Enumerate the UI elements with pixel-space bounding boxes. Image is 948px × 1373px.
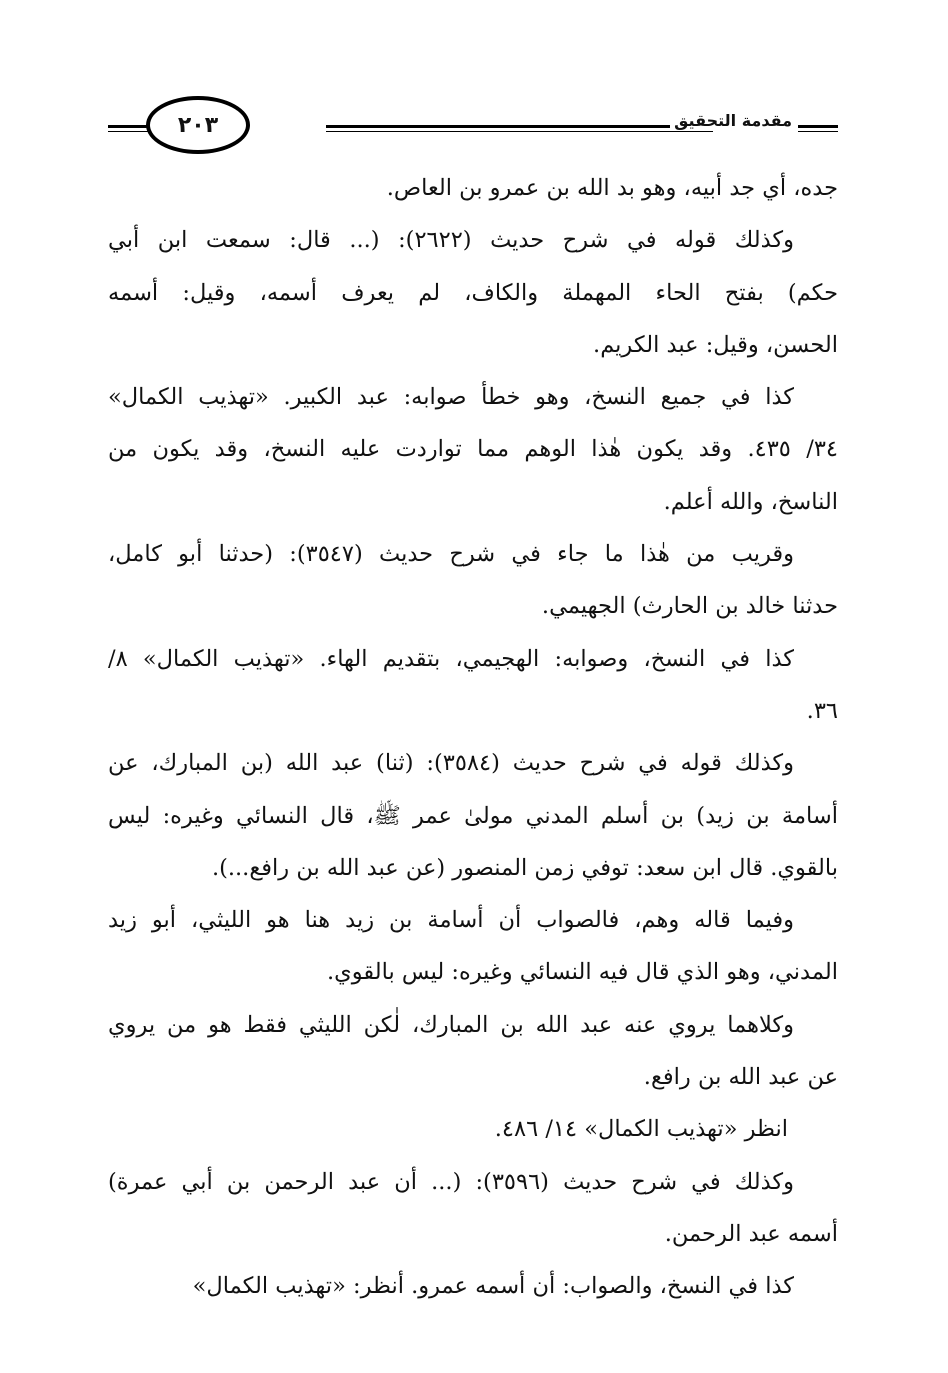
header-rule-tail: [798, 125, 838, 132]
text-line: الناسخ، والله أعلم.: [663, 488, 838, 515]
text-line: وكلاهما يروي عنه عبد الله بن المبارك، لٰكن الليثي فقط هو من يروي: [108, 1011, 794, 1038]
text-line: وفيما قاله وهم، فالصواب أن أسامة بن زيد هنا هو الليثي، أبو زيد: [108, 907, 794, 934]
header-rule-left: [108, 125, 148, 132]
text-line: وكذلك في شرح حديث (٣٥٩٦): (... أن عبد الرحمن بن أبي عمرة): [108, 1168, 794, 1195]
page-number-badge: [146, 96, 250, 154]
text-line: وقريب من هٰذا ما جاء في شرح حديث (٣٥٤٧): (حدثنا أبو كامل،: [108, 541, 794, 568]
text-line: حدثنا خالد بن الحارث) الجهيمي.: [541, 593, 838, 620]
text-line: ٣٦.: [806, 697, 838, 724]
page-header: [108, 88, 838, 166]
text-line: عن عبد الله بن رافع.: [643, 1064, 838, 1091]
text-line: وكذلك قوله في شرح حديث (٣٥٨٤): (ثنا) عبد الله (بن المبارك، عن: [108, 750, 794, 777]
text-line: وكذلك قوله في شرح حديث (٢٦٢٢): (... قال: سمعت ابن أبي: [108, 227, 795, 254]
text-line: بالقوي. قال ابن سعد: توفي زمن المنصور (عن عبد الله بن رافع...).: [211, 854, 838, 881]
text-line: جده، أي جد أبيه، وهو بد الله بن عمرو بن العاص.: [386, 175, 838, 201]
running-title: مقدمة التحقيق: [670, 111, 796, 130]
text-line: ٣٤/ ٤٣٥. وقد يكون هٰذا الوهم مما تواردت عليه النسخ، وقد يكون من: [108, 436, 838, 463]
text-line: أسمه عبد الرحمن.: [664, 1220, 838, 1247]
page-number: ٢٠٣: [177, 112, 219, 138]
text-line: حكم) بفتح الحاء المهملة والكاف، لم يعرف أسمه، وقيل: أسمه: [108, 279, 838, 306]
text-line: أسامة بن زيد) بن أسلم المدني مولىٰ عمر ﷺ، قال النسائي وغيره: ليس: [108, 802, 838, 829]
text-line: انظر «تهذيب الكمال» ١٤/ ٤٨٦.: [494, 1116, 788, 1143]
text-line: المدني، وهو الذي قال فيه النسائي وغيره: ليس بالقوي.: [327, 959, 838, 986]
header-rule: [326, 125, 713, 132]
text-line: كذا في النسخ، وصوابه: الهجيمي، بتقديم الهاء. «تهذيب الكمال» ٨/: [108, 645, 794, 672]
body-text: [108, 162, 838, 1313]
text-line: كذا في جميع النسخ، وهو خطأ صوابه: عبد الكبير. «تهذيب الكمال»: [108, 384, 794, 411]
text-line: الحسن، وقيل: عبد الكريم.: [593, 331, 838, 358]
text-line: كذا في النسخ، والصواب: أن أسمه عمرو. أنظر: «تهذيب الكمال»: [192, 1273, 794, 1300]
